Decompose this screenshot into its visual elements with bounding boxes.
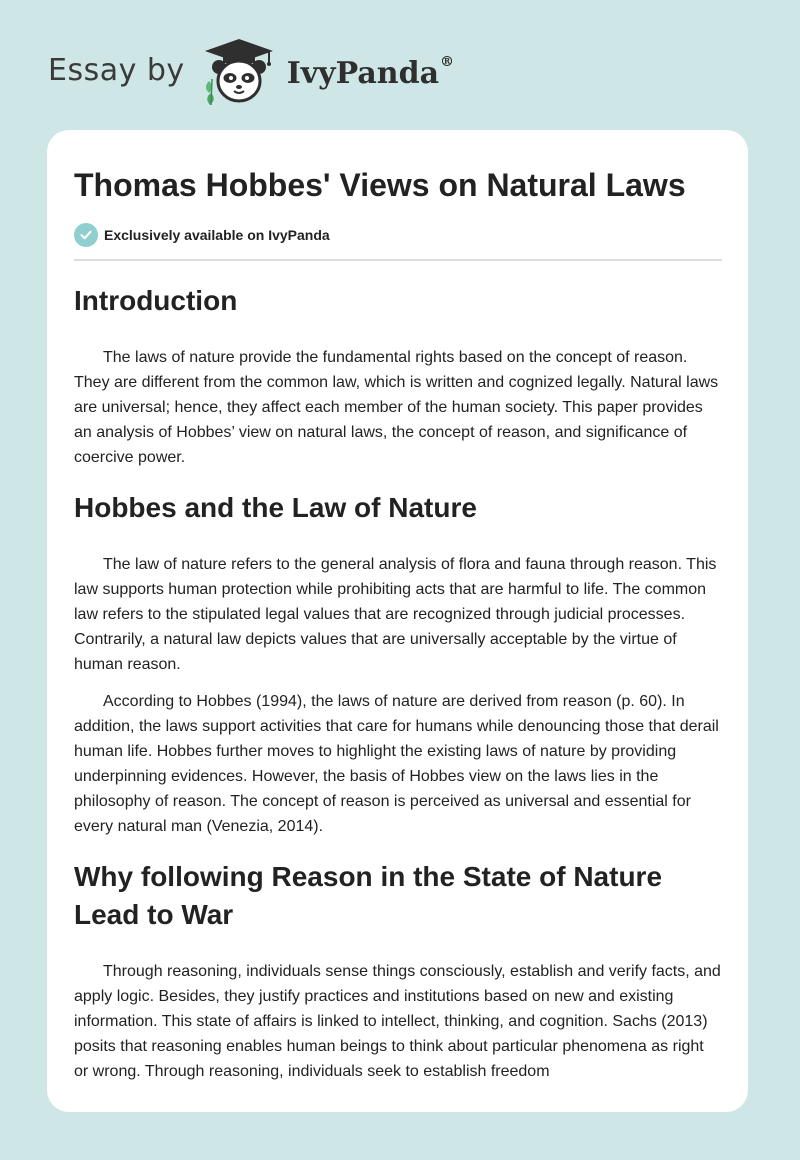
section-heading-introduction: Introduction: [74, 285, 238, 316]
paragraph: Through reasoning, individuals sense things consciously, establish and verify facts, and apply logic. Besides, they justify practices and institutions based on new and existing information. This state of affairs is linked to intellect, thinking, and cognition. Sachs (2013) posits that reasoning enables human beings to think about particular phenomena as right or wrong. Through reasoning, individuals seek to establish freedom: [74, 963, 721, 1080]
essay-card: [47, 130, 748, 1112]
section-heading-hobbes-law-of-nature: Hobbes and the Law of Nature: [74, 492, 477, 523]
exclusive-text: Exclusively available on IvyPanda: [104, 227, 330, 243]
panda-logo-icon: [199, 37, 279, 107]
divider: [74, 259, 722, 261]
paragraph: The laws of nature provide the fundamental rights based on the concept of reason. They are different from the common law, which is written and cognized legally. Natural laws are universal; hence, they affect each member of the human society. This paper provides an analysis of Hobbes’ view on natural laws, the concept of reason, and significance of coercive power.: [74, 349, 719, 466]
brand-name: [286, 53, 455, 91]
brand-prefix: Essay by: [48, 52, 185, 88]
section-heading-reason-war: Why following Reason in the State of Nature Lead to War: [74, 861, 663, 930]
check-circle-icon: [74, 223, 98, 247]
exclusive-badge: [74, 222, 722, 248]
essay-title: Thomas Hobbes' Views on Natural Laws: [74, 167, 686, 203]
paragraph: The law of nature refers to the general analysis of flora and fauna through reason. This law supports human protection while prohibiting acts that are harmful to life. The common law refers to the stipulated legal values that are recognized through judicial processes. Contrarily, a natural law depicts values that are universally acceptable by the virtue of human reason.: [74, 556, 717, 673]
paragraph: According to Hobbes (1994), the laws of nature are derived from reason (p. 60). In addition, the laws support activities that care for humans while denouncing those that derail human life. Hobbes further moves to highlight the existing laws of nature by providing underpinning evidences. However, the basis of Hobbes view on the laws lies in the philosophy of reason. The concept of reason is perceived as universal and essential for every natural man (Venezia, 2014).: [74, 693, 719, 835]
brand-header: [48, 36, 454, 108]
brand-name-text: IvyPanda: [286, 55, 440, 91]
registered-mark: ®: [440, 53, 455, 70]
